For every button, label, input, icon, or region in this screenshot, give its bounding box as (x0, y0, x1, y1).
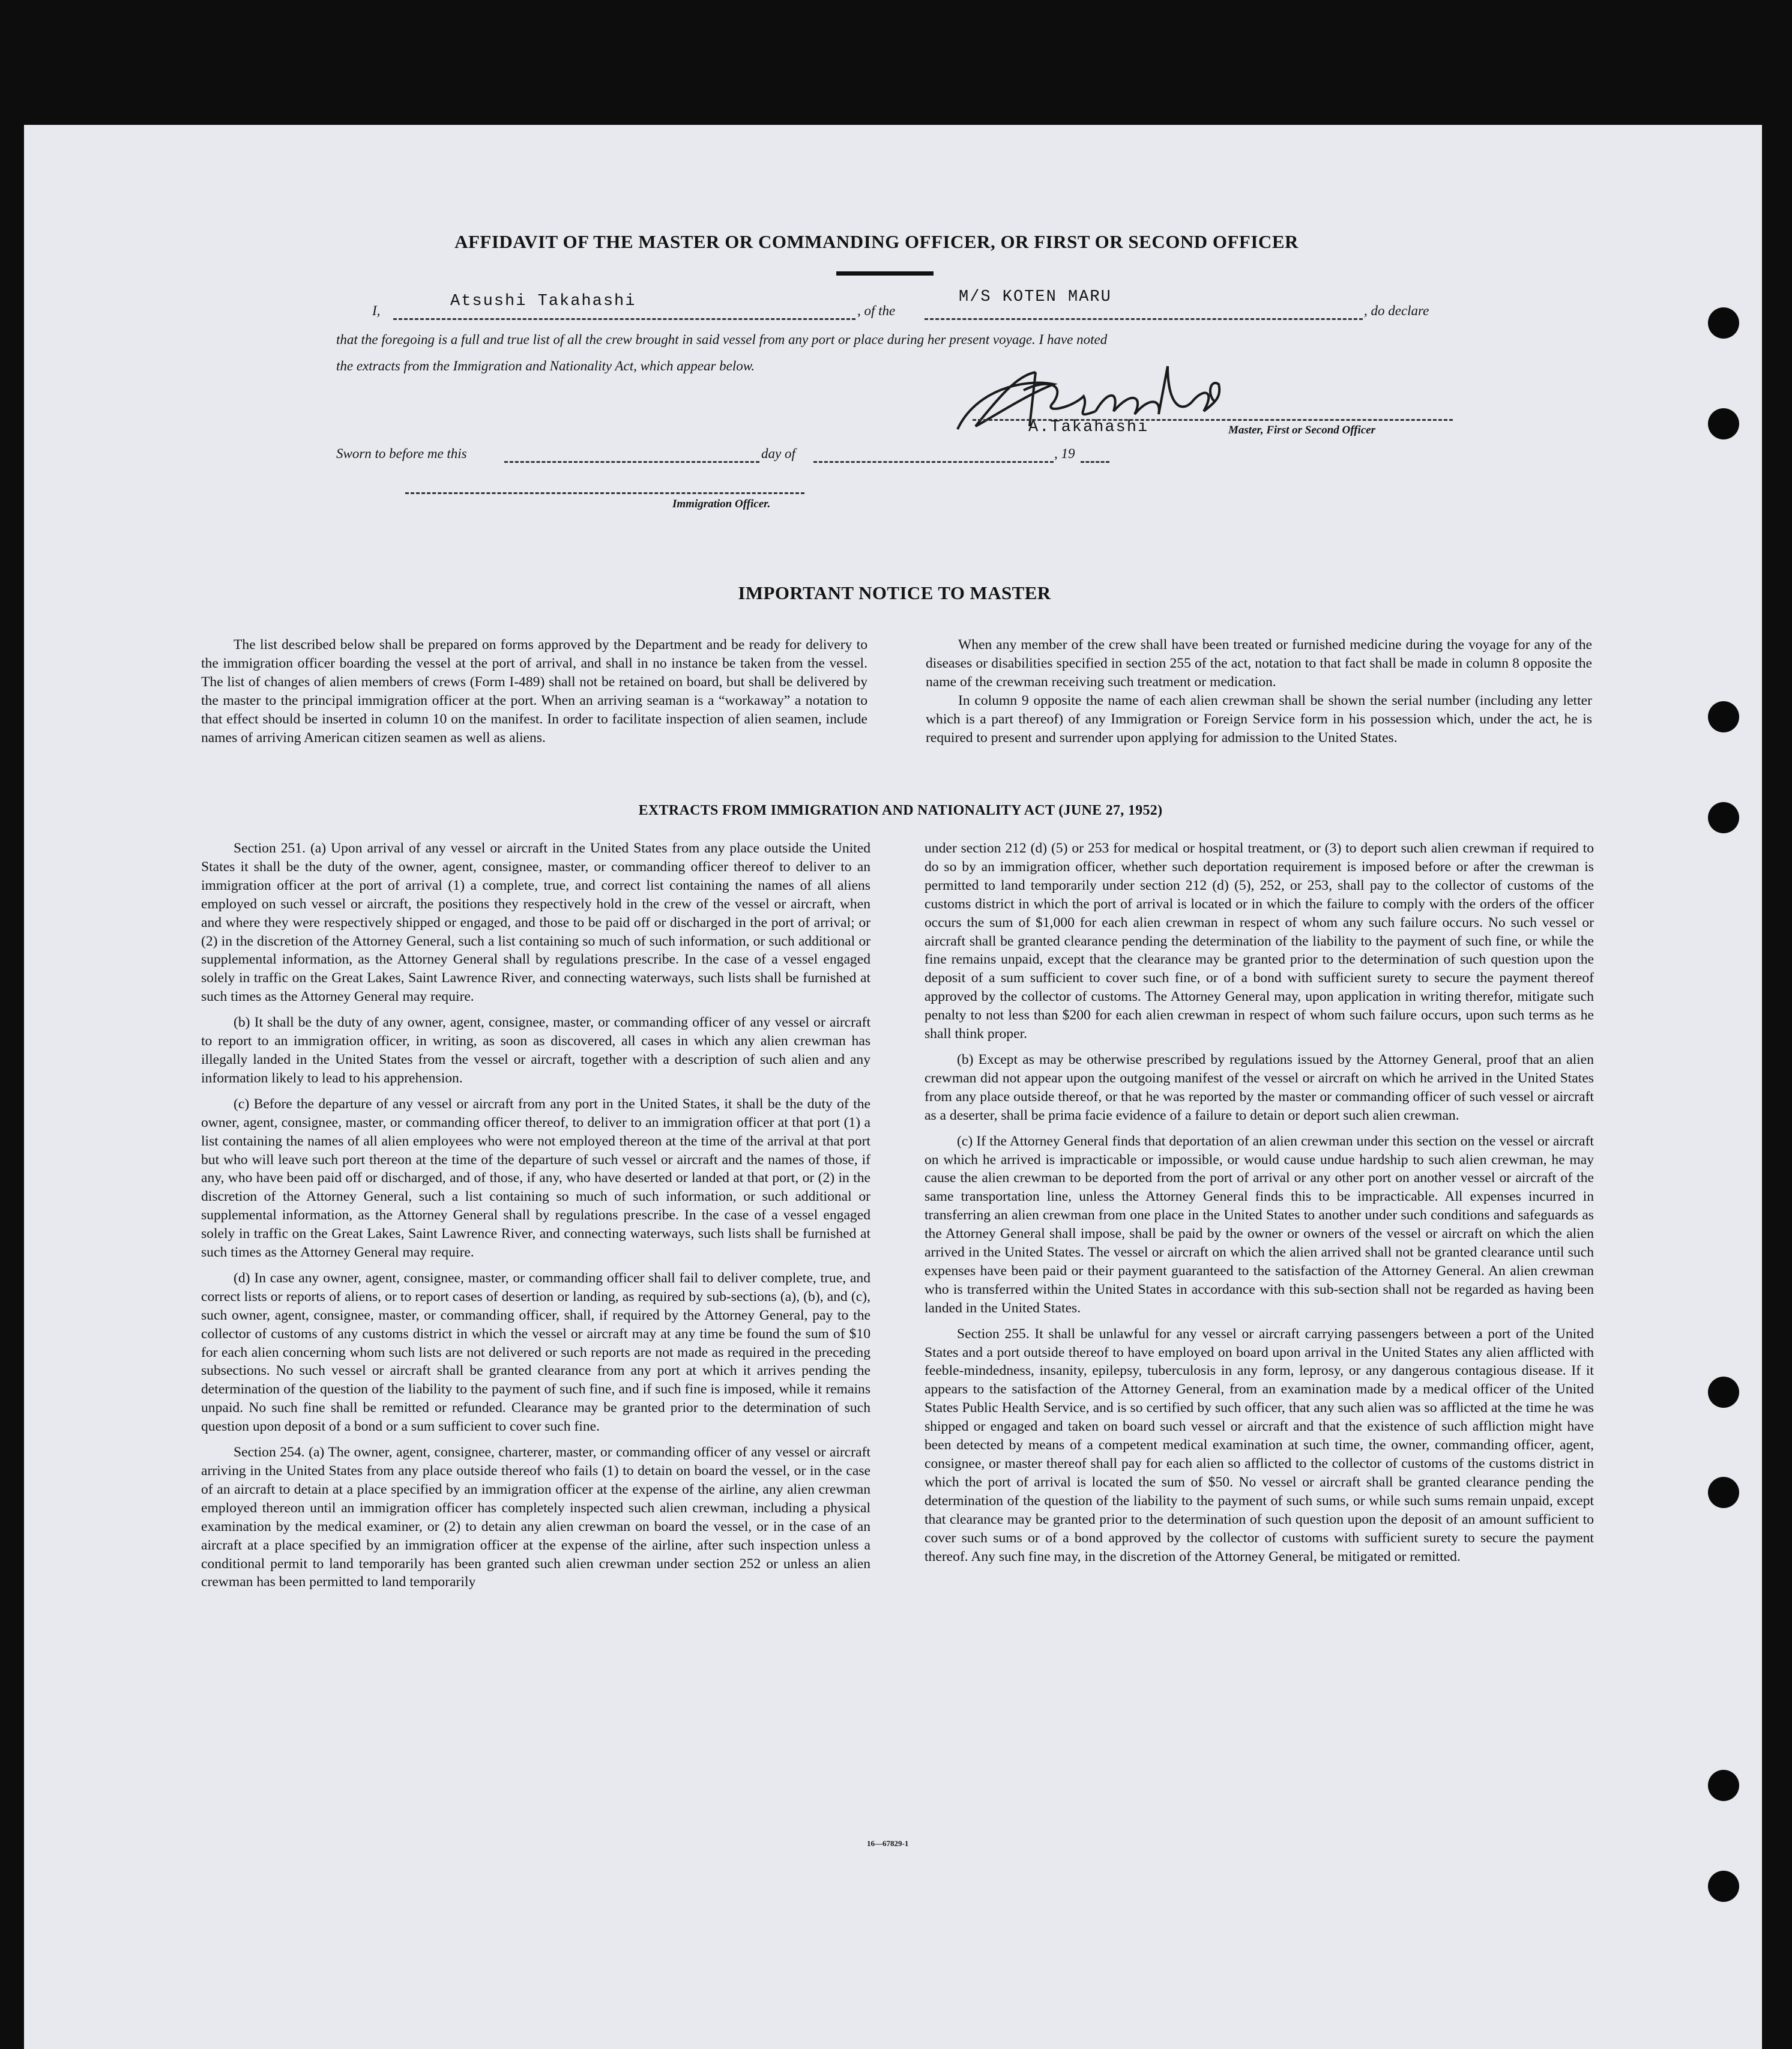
vessel-line (925, 318, 1363, 320)
extracts-right-column (925, 839, 1594, 1566)
punch-hole (1708, 1871, 1739, 1902)
title-rule (836, 271, 934, 276)
section-254b: (b) Except as may be otherwise prescribed by regulations issued by the Attorney General, proof that an alien crewman did not appear upon the outgoing manifest of the vessel or aircraft on which he arrived in the United States from any place outside thereof, or that he was reported by the master or commanding officer of such vessel or aircraft as a deserter, shall be prima facie evidence of a failure to detain or deport such alien crewman. (925, 1051, 1594, 1123)
day-of-label: day of (761, 446, 795, 461)
sworn-label: Sworn to before me this (336, 446, 467, 461)
punch-hole (1708, 701, 1739, 732)
punch-hole (1708, 802, 1739, 833)
officer-signature-line (405, 492, 804, 494)
sworn-month-line (813, 461, 1054, 463)
section-251c: (c) Before the departure of any vessel or aircraft from any port in the United States, it shall be the duty of the owner, agent, consignee, master, or commanding officer thereof, to deliver to an immigration officer at that port (1) a list containing the names of all alien employees who were not employed thereon at the time of the arrival at that port but who will leave such port thereon at the time of the departure of such vessel or aircraft and the names of those, if any, who have been paid off or discharged, and of those, if any, who have deserted or landed at that port, or (2) in the discretion of the Attorney General, such a list containing so much of such information, or such additional or supplemental information, as the Attorney General shall by regulations prescribe. In the case of a vessel engaged solely in traffic on the Great Lakes, Saint Lawrence River, and connecting waterways, such lists shall be furnished at such times as the Attorney General may require. (201, 1096, 870, 1261)
year-line (1081, 461, 1109, 463)
punch-hole (1708, 1770, 1739, 1801)
notice-right-paragraph-1: When any member of the crew shall have been treated or furnished medicine during the voyage for any of the diseases or disabilities specified in section 255 of the act, notation to that fact shall be made in column 8 opposite the name of the crewman receiving such treatment or medication. (926, 637, 1592, 690)
section-255: Section 255. It shall be unlawful for any vessel or aircraft carrying passengers between a port of the United States and a port outside thereof to have employed on board upon arrival in the United States any alien afflicted with feeble-mindedness, insanity, epilepsy, tuberculosis in any form, leprosy, or any dangerous contagious disease. If it appears to the satisfaction of the Attorney General, from an examination made by a medical officer of the United States Public Health Service, and is so certified by such officer, that any such alien was so afflicted at the time he was shipped or engaged and taken on board such vessel or aircraft and that the existence of such affliction might have been detected by means of a competent medical examination at such time, the owner, commanding officer, agent, consignee, or master thereof shall pay for each alien so afflicted to the collector of customs of the customs district in which the port of arrival is located the sum of $50. No vessel or aircraft shall be granted clearance pending the determination of the question of the liability to the payment of such sums, or while such sums remain unpaid, except that clearance may be granted prior to the determination of such question upon the deposit of an amount sufficient to cover such sums or of a bond approved by the collector of customs with sufficient surety to secure the payment thereof. Any such fine may, in the discretion of the Attorney General, be mitigated or remitted. (925, 1326, 1594, 1565)
punch-hole (1708, 1477, 1739, 1508)
section-254a-continued: under section 212 (d) (5) or 253 for medical or hospital treatment, or (3) to deport such alien crewman if required to do so by an immigration officer, whether such deportation requirement is imposed before or after the crewman is permitted to land temporarily under section 212 (d) (5), 252, or 253, shall pay to the collector of customs of the customs district in which the port of arrival is located or in which the failure to comply with the orders of the officer occurs the sum of $1,000 for each alien crewman in respect of whom any such failure occurs. No such vessel or aircraft shall be granted clearance pending the determination of the liability to the payment of such fine, or while the fine remains unpaid, except that the clearance may be granted prior to the determination of such question upon the deposit of a sum sufficient to cover such fine, or of a bond with sufficient surety to secure the payment thereof approved by the collector of customs. The Attorney General may, upon application in writing therefor, mitigate such penalty to not less than $200 for each alien crewman in respect of whom such failure occurs, upon such terms as he shall think proper. (925, 840, 1594, 1042)
extracts-left-column (201, 839, 870, 1592)
punch-hole (1708, 408, 1739, 439)
declaration-line1: that the foregoing is a full and true list of all the crew brought in said vessel from any port or place during her present voyage. I have noted (336, 332, 1108, 347)
signature-typed-name: A.Takahashi (1028, 418, 1149, 436)
year-prefix: , 19 (1054, 446, 1075, 461)
of-the-label: , of the (857, 303, 896, 318)
form-number: 16—67829-1 (867, 1839, 909, 1848)
punch-hole (1708, 1377, 1739, 1408)
affidavit-title: AFFIDAVIT OF THE MASTER OR COMMANDING OFFICER, OR FIRST OR SECOND OFFICER (454, 231, 1299, 252)
immigration-officer-label: Immigration Officer. (672, 498, 771, 510)
vessel-name: M/S KOTEN MARU (959, 288, 1112, 306)
extracts-title: EXTRACTS FROM IMMIGRATION AND NATIONALITY ACT (JUNE 27, 1952) (638, 803, 1163, 818)
notice-left-column (201, 636, 867, 747)
section-254c: (c) If the Attorney General finds that deportation of an alien crewman under this section on the vessel or aircraft on which he arrived is impracticable or impossible, or would cause undue hardship to such alien crewman, he may cause the alien crewman to be deported from the port of arrival or any other port on another vessel or aircraft of the same transportation line, unless the Attorney General finds this to be impracticable. All expenses incurred in transferring an alien crewman from one place in the United States to another under such conditions and safeguards as the Attorney General shall impose, shall be paid by the owner or owners of the vessel or aircraft on which the alien arrived in the United States. The vessel or aircraft on which the alien arrived shall not be granted clearance until such expenses have been paid or their payment guaranteed to the satisfaction of the Attorney General. An alien crewman who is transferred within the United States in accordance with this sub-section shall not be regarded as having been landed in the United States. (925, 1133, 1594, 1316)
section-251a: Section 251. (a) Upon arrival of any vessel or aircraft in the United States from any place outside the United States it shall be the duty of the owner, agent, consignee, master, or commanding officer thereof to deliver to an immigration officer at the port of arrival (1) a complete, true, and correct list containing the names of all aliens employed on such vessel or aircraft, the positions they respectively hold in the crew of the vessel or aircraft, when and where they were respectively shipped or engaged, and those to be paid off or discharged in the port of arrival; or (2) in the discretion of the Attorney General, such a list containing so much of such information, or such additional or supplemental information, as the Attorney General shall by regulations prescribe. In the case of a vessel engaged solely in traffic on the Great Lakes, Saint Lawrence River, and connecting waterways, such lists shall be furnished at such times as the Attorney General may require. (201, 840, 870, 1005)
name-line (393, 318, 855, 320)
officer-name: Atsushi Takahashi (450, 292, 636, 310)
notice-right-paragraph-2: In column 9 opposite the name of each alien crewman shall be shown the serial number (including any letter which is a part thereof) of any Immigration or Foreign Service form in his possession which, under the act, he is required to present and surrender upon applying for admission to the United States. (926, 692, 1592, 746)
declaration-line2: the extracts from the Immigration and Nationality Act, which appear below. (336, 358, 755, 373)
notice-right-column (926, 636, 1592, 747)
signature-title: Master, First or Second Officer (1228, 424, 1376, 436)
do-declare-label: , do declare (1364, 303, 1429, 318)
affidavit-i-label: I, (372, 303, 381, 318)
notice-left-paragraph: The list described below shall be prepared on forms approved by the Department and be ready for delivery to the immigration officer boarding the vessel at the port of arrival, and shall in no instance be taken from the vessel. The list of changes of alien members of crews (Form I-489) shall not be retained on board, but shall be delivered by the master to the principal immigration officer at the port. When an arriving seaman is a “workaway” a notation to that effect should be inserted in column 10 on the manifest. In order to facilitate inspection of alien seamen, include names of arriving American citizen seamen as well as aliens. (201, 637, 867, 746)
notice-title: IMPORTANT NOTICE TO MASTER (738, 582, 1051, 603)
section-251b: (b) It shall be the duty of any owner, agent, consignee, master, or commanding officer of any vessel or aircraft to report to an immigration officer, in writing, as soon as discovered, all cases in which any alien crewman has illegally landed in the United States from the vessel or aircraft, together with a description of such alien and any information likely to lead to his apprehension. (201, 1015, 870, 1086)
punch-hole (1708, 307, 1739, 339)
section-254a: Section 254. (a) The owner, agent, consignee, charterer, master, or commanding officer of any vessel or aircraft arriving in the United States from any place outside thereof who fails (1) to detain on board the vessel, or in the case of an aircraft to detain at a place specified by an immigration officer at the expense of the airline, any alien crewman employed thereon until an immigration officer has completely inspected such alien crewman, including a physical examination by the medical examiner, or (2) to detain any alien crewman on board the vessel, or in the case of an aircraft at a place specified by an immigration officer at the expense of the airline, after such inspection unless a conditional permit to land temporarily has been granted such alien crewman under section 252 or unless an alien crewman has been permitted to land temporarily (201, 1444, 870, 1590)
sworn-day-line (504, 461, 759, 463)
section-251d: (d) In case any owner, agent, consignee, master, or commanding officer shall fail to deliver complete, true, and correct lists or reports of aliens, or to report cases of desertion or landing, as required by sub-sections (a), (b), and (c), such owner, agent, consignee, master, or commanding officer, shall, if required by the Attorney General, pay to the collector of customs of any customs district in which the vessel or aircraft may at any time be found the sum of $10 for each alien concerning whom such lists are not delivered or such reports are not made as required in the preceding subsections. No such vessel or aircraft shall be granted clearance from any port at which it arrives pending the determination of the question of the liability to the payment of such fine, and if such fine is imposed, while it remains unpaid. No such fine shall be remitted or refunded. Clearance may be granted prior to the determination of such question upon deposit of a bond or a sum sufficient to cover such fine. (201, 1270, 870, 1435)
